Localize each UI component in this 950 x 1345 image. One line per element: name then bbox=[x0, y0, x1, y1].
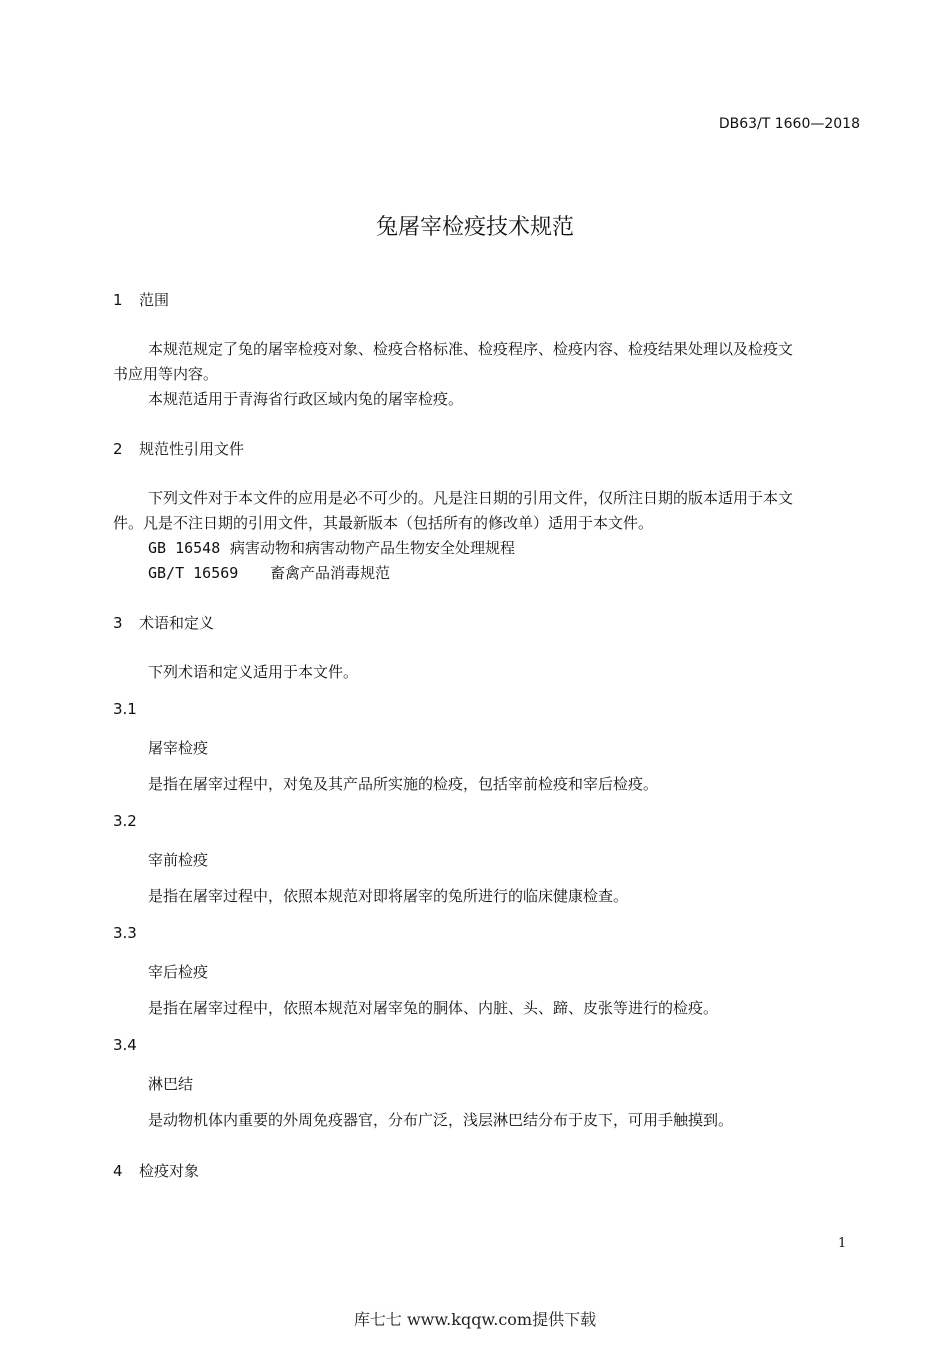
term-name: 淋巴结 bbox=[148, 1075, 194, 1093]
section-title: 规范性引用文件 bbox=[139, 440, 245, 458]
paragraph-continuation: 件。凡是不注日期的引用文件，其最新版本（包括所有的修改单）适用于本文件。 bbox=[113, 514, 654, 532]
term-number: 3.2 bbox=[113, 812, 137, 830]
section-title: 术语和定义 bbox=[139, 614, 215, 632]
paragraph-continuation: 书应用等内容。 bbox=[113, 365, 219, 383]
term-name: 宰后检疫 bbox=[148, 963, 209, 981]
term-number: 3.1 bbox=[113, 700, 137, 718]
normative-reference bbox=[148, 537, 515, 558]
section-heading bbox=[113, 438, 244, 459]
download-footer: 库七七 www.kqqw.com提供下载 bbox=[353, 1310, 597, 1329]
paragraph: 本规范适用于青海省行政区域内兔的屠宰检疫。 bbox=[148, 390, 464, 408]
section-number: 1 bbox=[113, 291, 123, 309]
section-heading bbox=[113, 1160, 199, 1181]
term-name: 宰前检疫 bbox=[148, 851, 209, 869]
term-definition: 是指在屠宰过程中，依照本规范对屠宰兔的胴体、内脏、头、蹄、皮张等进行的检疫。 bbox=[148, 999, 719, 1017]
section-number: 2 bbox=[113, 440, 123, 458]
reference-code: GB/T 16569 bbox=[148, 564, 239, 582]
page-number: 1 bbox=[838, 1236, 847, 1251]
reference-title: 病害动物和病害动物产品生物安全处理规程 bbox=[230, 539, 516, 557]
section-title: 检疫对象 bbox=[139, 1162, 200, 1180]
term-name: 屠宰检疫 bbox=[148, 739, 209, 757]
reference-title: 畜禽产品消毒规范 bbox=[270, 564, 391, 582]
section-heading bbox=[113, 289, 169, 310]
term-definition: 是指在屠宰过程中，依照本规范对即将屠宰的兔所进行的临床健康检查。 bbox=[148, 887, 629, 905]
section-heading bbox=[113, 612, 214, 633]
section-number: 3 bbox=[113, 614, 123, 632]
section-number: 4 bbox=[113, 1162, 123, 1180]
paragraph: 下列术语和定义适用于本文件。 bbox=[148, 663, 359, 681]
term-definition: 是动物机体内重要的外周免疫器官，分布广泛，浅层淋巴结分布于皮下，可用手触摸到。 bbox=[148, 1111, 734, 1129]
document-code: DB63/T 1660—2018 bbox=[718, 116, 860, 132]
term-number: 3.3 bbox=[113, 924, 137, 942]
reference-code: GB 16548 bbox=[148, 539, 221, 557]
term-definition: 是指在屠宰过程中，对兔及其产品所实施的检疫，包括宰前检疫和宰后检疫。 bbox=[148, 775, 659, 793]
paragraph: 本规范规定了兔的屠宰检疫对象、检疫合格标准、检疫程序、检疫内容、检疫结果处理以及检疫文 bbox=[148, 340, 794, 358]
section-title: 范围 bbox=[139, 291, 170, 309]
normative-reference bbox=[148, 562, 390, 583]
paragraph: 下列文件对于本文件的应用是必不可少的。凡是注日期的引用文件，仅所注日期的版本适用于本文 bbox=[148, 489, 794, 507]
term-number: 3.4 bbox=[113, 1036, 137, 1054]
document-title: 兔屠宰检疫技术规范 bbox=[375, 215, 574, 240]
